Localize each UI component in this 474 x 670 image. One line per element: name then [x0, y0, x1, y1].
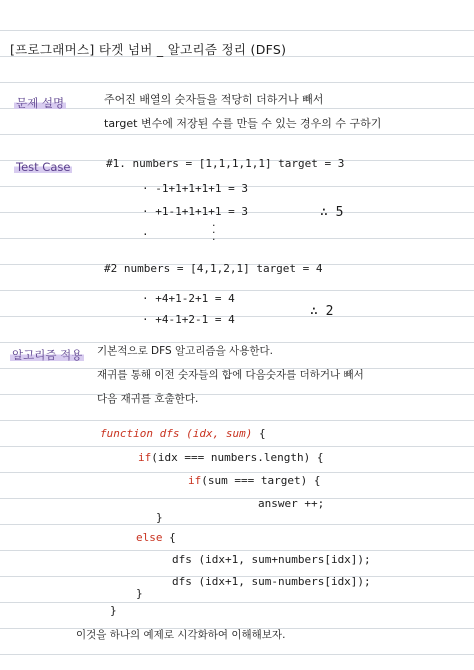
algorithm-line-2: 재귀를 통해 이전 숫자들의 합에 다음숫자를 더하거나 빼서 — [97, 369, 364, 381]
code-answer: answer ++; — [258, 497, 325, 510]
function-open-brace: { — [258, 427, 266, 440]
case2-line-1: · +4+1-2+1 = 4 — [142, 292, 235, 305]
case2-line-2: · +4-1+2-1 = 4 — [142, 313, 235, 326]
function-signature: dfs (idx, sum) — [159, 427, 253, 440]
case2-result: ∴ 2 — [310, 304, 334, 319]
code-call-minus: dfs (idx+1, sum-numbers[idx]); — [172, 575, 371, 588]
case1-line-3: · — [142, 228, 149, 241]
algorithm-label: 알고리즘 적용 — [12, 348, 83, 362]
code-close-brace-2: } — [136, 587, 143, 600]
function-keyword: function — [100, 427, 153, 440]
code-if-target: if(sum === target) { — [188, 474, 321, 487]
testcase-label: Test Case — [16, 160, 71, 174]
case1-result: ∴ 5 — [320, 205, 344, 220]
case2-header: #2 numbers = [4,1,2,1] target = 4 — [104, 262, 323, 275]
problem-label: 문제 설명 — [16, 96, 65, 110]
case1-line-1: · -1+1+1+1+1 = 3 — [142, 182, 248, 195]
algorithm-line-1: 기본적으로 DFS 알고리즘을 사용한다. — [97, 345, 273, 357]
code-call-plus: dfs (idx+1, sum+numbers[idx]); — [172, 553, 371, 566]
page-title: [프로그래머스] 타겟 넘버 _ 알고리즘 정리 (DFS) — [10, 42, 287, 57]
code-function-line — [100, 428, 266, 439]
code-close-brace-1: } — [156, 511, 163, 524]
problem-line-1: 주어진 배열의 숫자들을 적당히 더하거나 빼서 — [104, 93, 324, 106]
code-else: else { — [136, 531, 176, 544]
case1-header: #1. numbers = [1,1,1,1,1] target = 3 — [106, 157, 345, 170]
case1-line-2: · +1-1+1+1+1 = 3 — [142, 205, 248, 218]
code-if-length: if(idx === numbers.length) { — [138, 451, 324, 464]
vertical-ellipsis: · · · — [212, 219, 216, 246]
problem-line-2: target 변수에 저장된 수를 만들 수 있는 경우의 수 구하기 — [104, 117, 382, 130]
footer-note: 이것을 하나의 예제로 시각화하여 이해해보자. — [76, 629, 286, 641]
code-close-brace-3: } — [110, 604, 117, 617]
algorithm-line-3: 다음 재귀를 호출한다. — [97, 393, 199, 405]
